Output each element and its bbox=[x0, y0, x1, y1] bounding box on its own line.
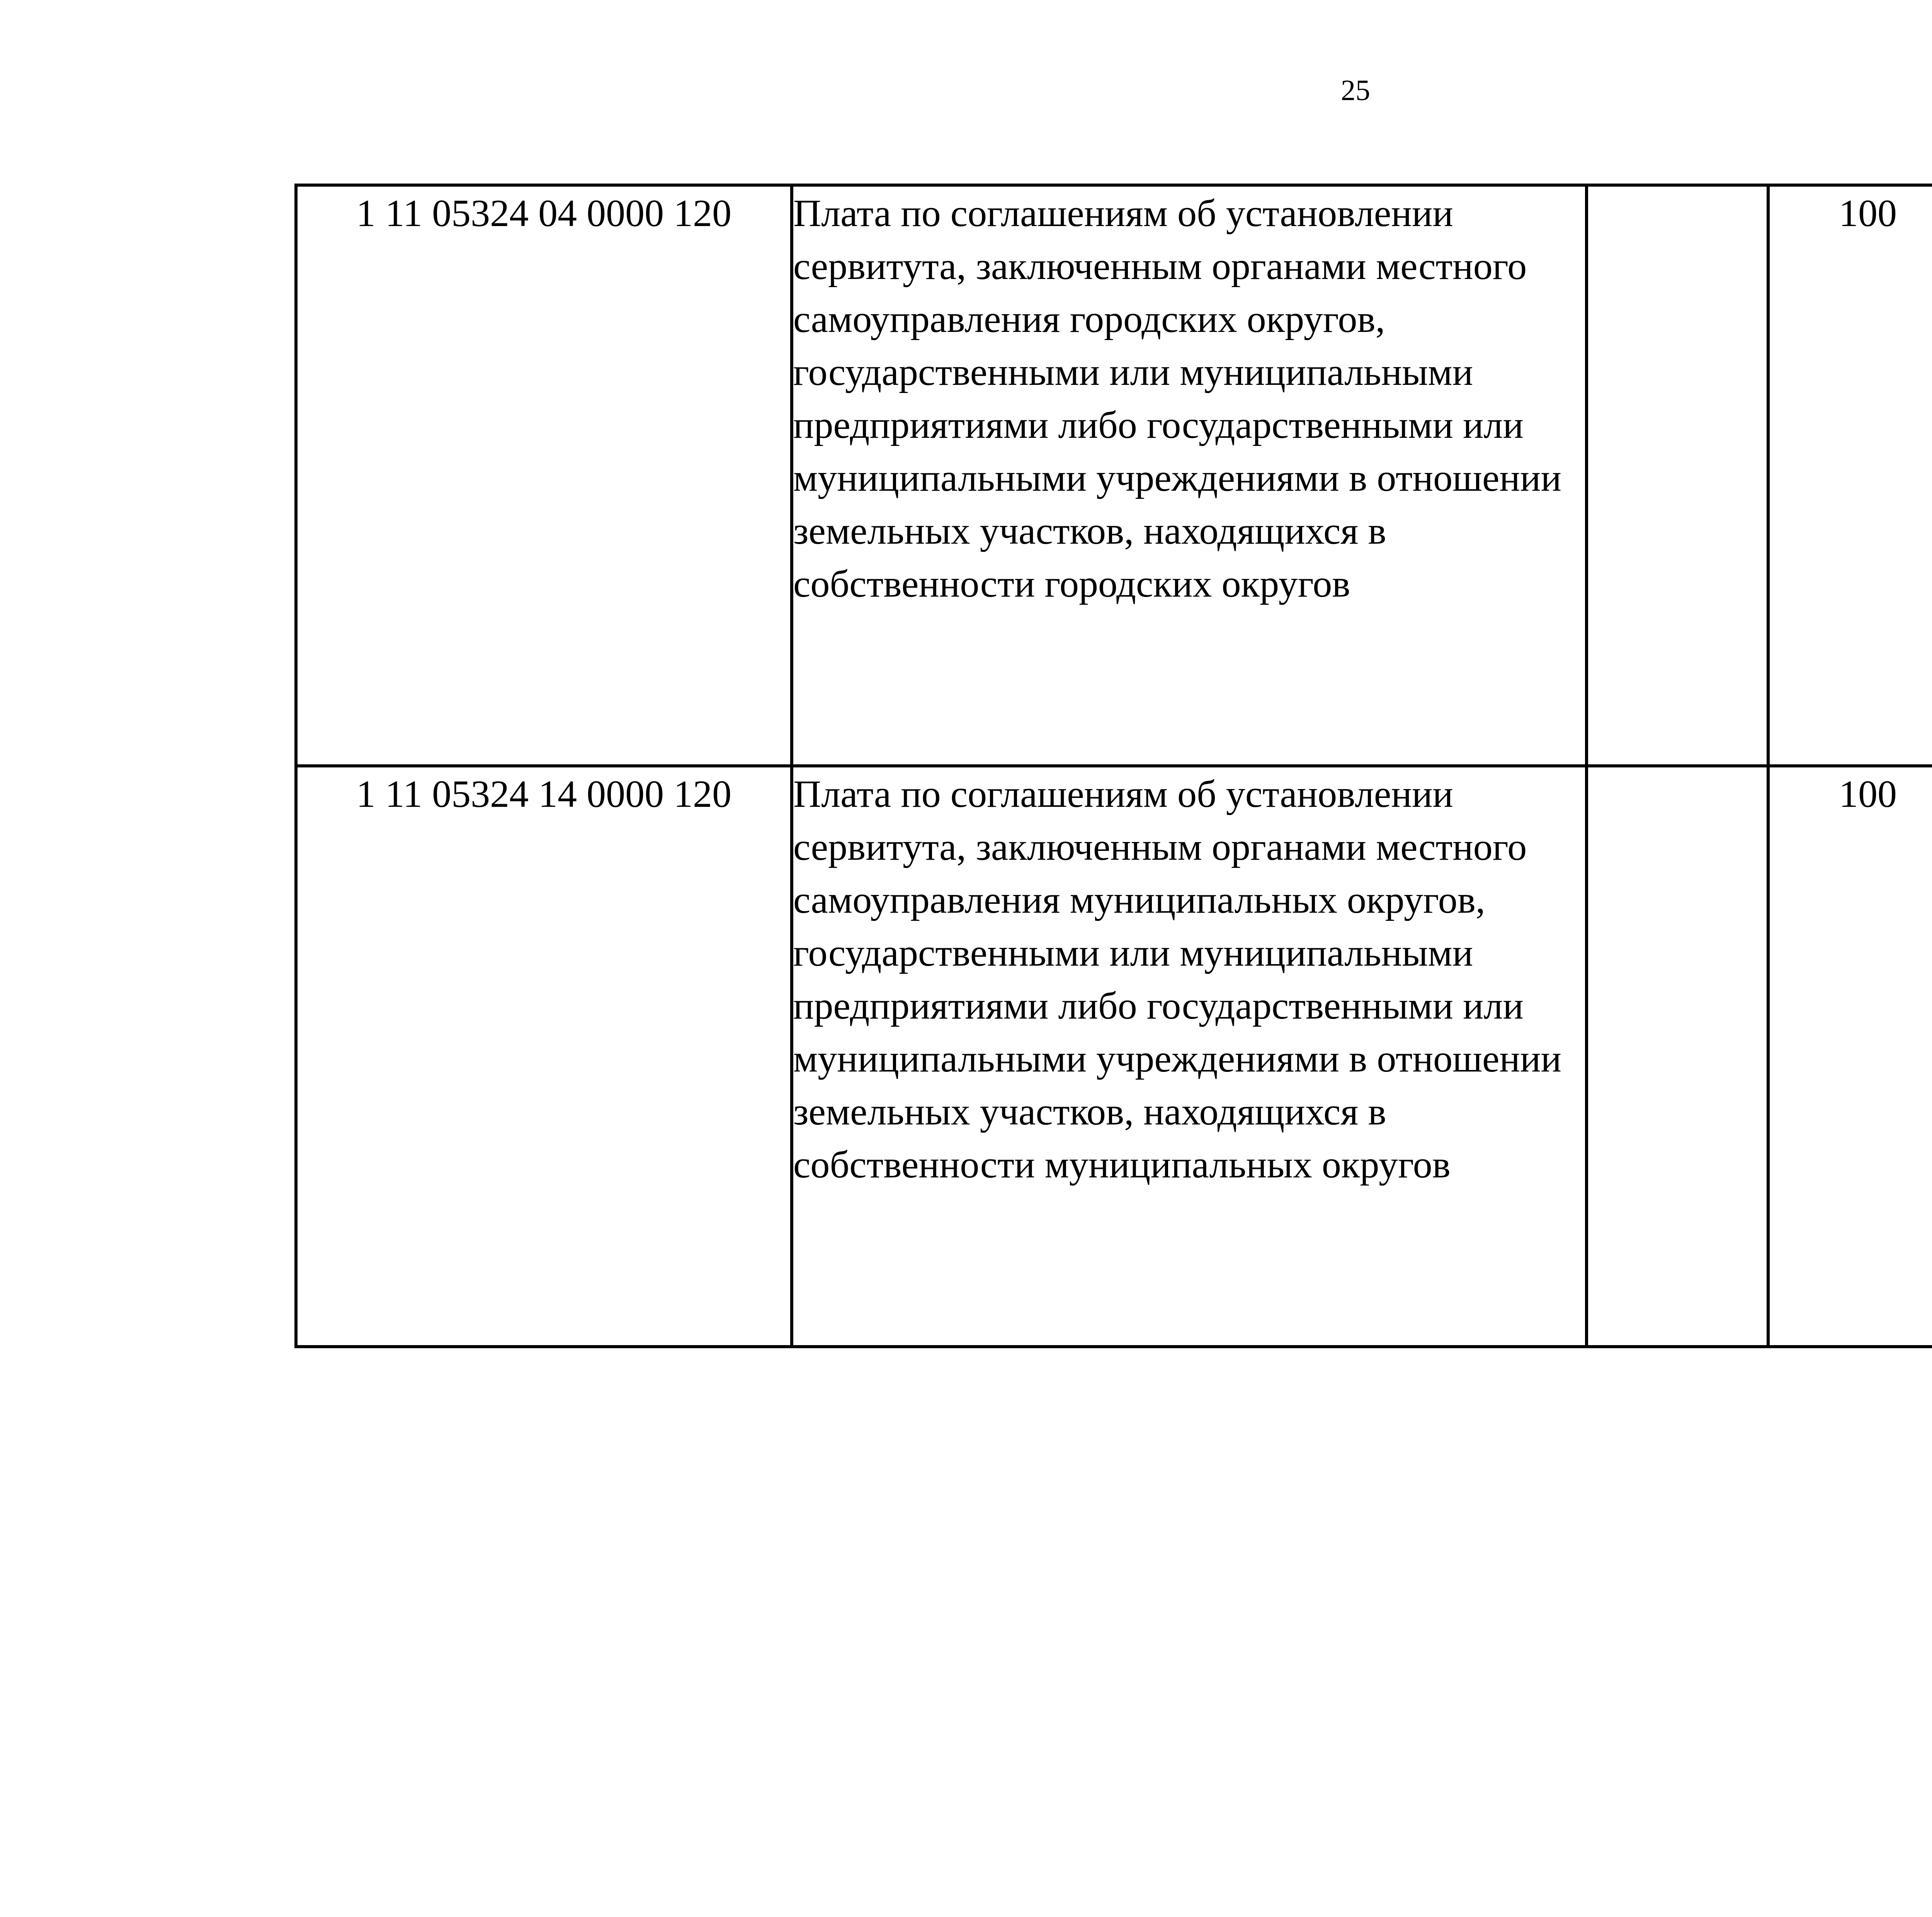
value-cell-col3 bbox=[1587, 766, 1768, 1347]
budget-code-cell: 1 11 05324 14 0000 120 bbox=[296, 766, 792, 1347]
value-cell-col4: 100 bbox=[1768, 766, 1932, 1347]
description-cell: Плата по соглашениям об установлении сервитута, заключенным органами местного самоуправления муниципальных округов, государственными или муниципальными предприятиями либо государственными или муниципальными учреждениями в отношении земельных участков, находящихся в собственности муниципальных округов bbox=[792, 766, 1587, 1347]
value-cell-col4: 100 bbox=[1768, 185, 1932, 766]
table-row bbox=[296, 185, 1932, 766]
table-row bbox=[296, 766, 1932, 1347]
page-number: 25 bbox=[1341, 74, 1370, 107]
revenue-table bbox=[294, 184, 1932, 1348]
value-cell-col3 bbox=[1587, 185, 1768, 766]
description-cell: Плата по соглашениям об установлении сервитута, заключенным органами местного самоуправления городских округов, государственными или муниципальными предприятиями либо государственными или муниципальными учреждениями в отношении земельных участков, находящихся в собственности городских округов bbox=[792, 185, 1587, 766]
budget-code-cell: 1 11 05324 04 0000 120 bbox=[296, 185, 792, 766]
